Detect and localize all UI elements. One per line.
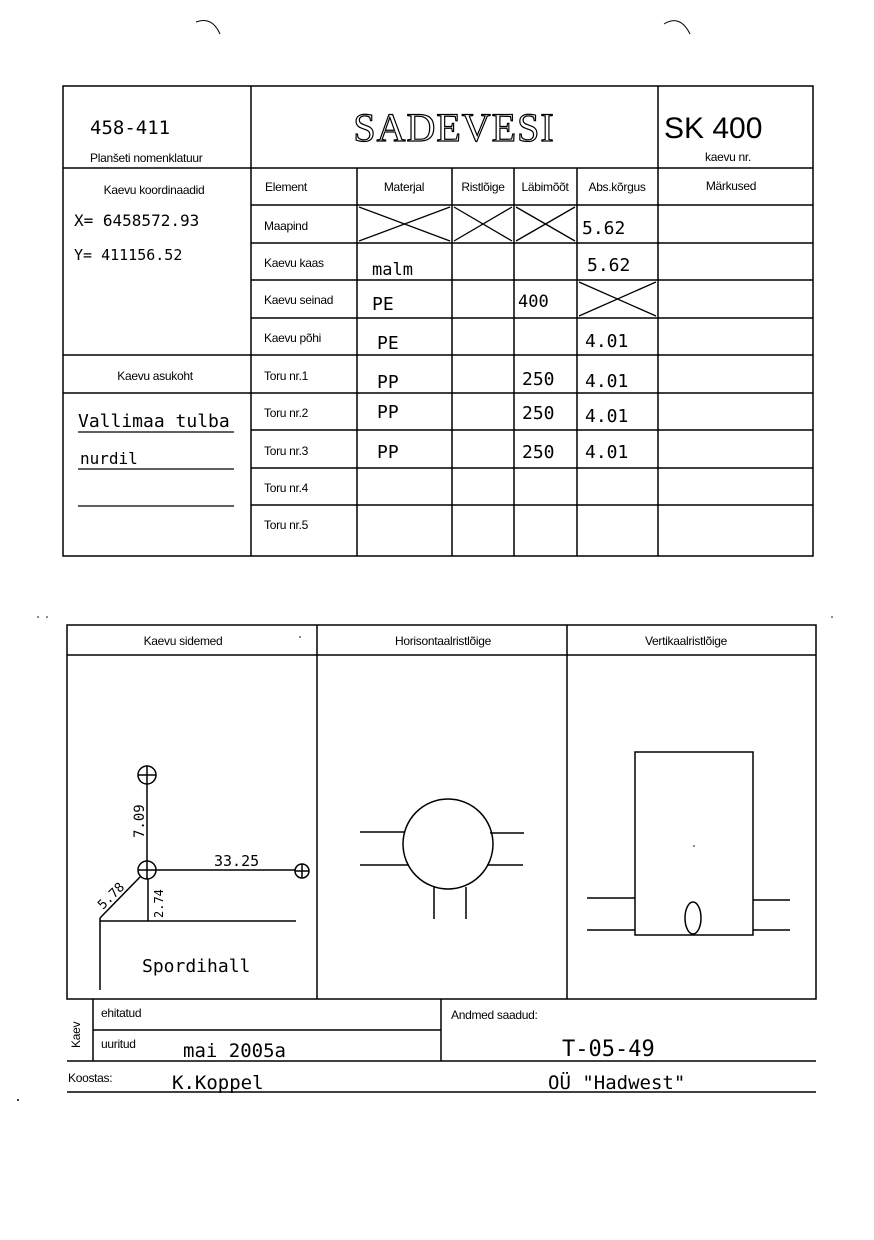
- location-label: Kaevu asukoht: [117, 369, 193, 383]
- coordinates-label: Kaevu koordinaadid: [103, 183, 205, 197]
- header-ristloige: Ristlõige: [461, 180, 505, 194]
- table-row: [264, 331, 628, 354]
- table-row: [264, 255, 630, 280]
- data-source-value: T-05-49: [562, 1037, 655, 1062]
- row-labimoot: 250: [522, 369, 555, 390]
- built-label: ehitatud: [101, 1006, 142, 1020]
- form-title: SADEVESI: [353, 105, 555, 150]
- row-labimoot: 400: [518, 292, 549, 312]
- table-row: [264, 481, 309, 495]
- row-materjal: PP: [377, 402, 399, 423]
- row-element: Toru nr.3: [264, 444, 308, 458]
- table-header-row: [265, 179, 756, 194]
- table-row: [264, 402, 628, 427]
- section-connections: Kaevu sidemed: [143, 634, 223, 648]
- dimension-up: 7.09: [132, 804, 148, 838]
- table-row: [264, 442, 628, 463]
- table-row: [264, 292, 549, 315]
- table-row: [264, 369, 628, 393]
- location-line-2: nurdil: [80, 449, 138, 468]
- row-materjal: PP: [377, 372, 399, 393]
- header-materjal: Materjal: [383, 180, 425, 194]
- coordinate-x: X= 6458572.93: [74, 211, 200, 230]
- well-number-label: kaevu nr.: [705, 150, 751, 164]
- row-abs: 4.01: [585, 406, 629, 427]
- row-element: Toru nr.4: [264, 481, 308, 495]
- dimension-right: 33.25: [214, 852, 260, 870]
- row-element: Toru nr.5: [264, 518, 308, 532]
- row-abs: 4.01: [585, 371, 629, 392]
- surveyed-label: uuritud: [101, 1037, 136, 1051]
- row-materjal: malm: [372, 260, 413, 280]
- row-element: Kaevu seinad: [264, 293, 334, 307]
- table-row: [264, 518, 309, 532]
- row-materjal: PE: [372, 294, 394, 315]
- row-labimoot: 250: [522, 403, 555, 424]
- company-value: OÜ "Hadwest": [548, 1072, 686, 1094]
- plan-sheet-value: 458-411: [90, 117, 171, 139]
- row-materjal: PE: [377, 333, 399, 354]
- vertical-section-drawing: [587, 752, 790, 935]
- row-abs: 4.01: [585, 331, 629, 352]
- surveyed-value: mai 2005a: [183, 1040, 286, 1062]
- row-element: Toru nr.2: [264, 406, 308, 420]
- scan-dots: [17, 616, 833, 1101]
- header-labimoot: Läbimõõt: [521, 180, 569, 194]
- row-element: Kaevu põhi: [264, 331, 322, 345]
- coordinate-y: Y= 411156.52: [74, 246, 183, 264]
- row-labimoot: 250: [522, 442, 555, 463]
- row-element: Maapind: [264, 219, 308, 233]
- header-abs-korgus: Abs.kõrgus: [588, 180, 646, 194]
- header-element: Element: [265, 180, 307, 194]
- punch-mark-left: [196, 21, 220, 35]
- dimension-diagonal: 5.78: [95, 880, 128, 913]
- row-element: Toru nr.1: [264, 369, 308, 383]
- row-materjal: PP: [377, 442, 399, 463]
- row-abs: 4.01: [585, 442, 629, 463]
- header-markused: Märkused: [705, 179, 757, 193]
- row-abs: 5.62: [587, 255, 631, 276]
- table-row: [264, 218, 625, 239]
- building-label: Spordihall: [142, 956, 251, 977]
- compiled-value: K.Koppel: [172, 1072, 264, 1094]
- row-abs: 5.62: [582, 218, 626, 239]
- section-horizontal: Horisontaalristlõige: [394, 634, 492, 648]
- punch-mark-right: [664, 21, 690, 34]
- section-vertical: Vertikaalristlõige: [645, 634, 727, 648]
- horizontal-section-drawing: [360, 799, 524, 919]
- footer-side-label: Kaev: [69, 1021, 83, 1048]
- bottom-form-lines: [67, 625, 816, 1092]
- plan-sheet-label: Planšeti nomenklatuur: [90, 151, 203, 165]
- compiled-label: Koostas:: [68, 1071, 113, 1085]
- location-line-1: Vallimaa tulba: [78, 411, 230, 432]
- well-number: SK 400: [664, 112, 763, 145]
- dimension-down: 2.74: [152, 889, 166, 918]
- row-element: Kaevu kaas: [264, 256, 324, 270]
- data-source-label: Andmed saadud:: [451, 1008, 538, 1022]
